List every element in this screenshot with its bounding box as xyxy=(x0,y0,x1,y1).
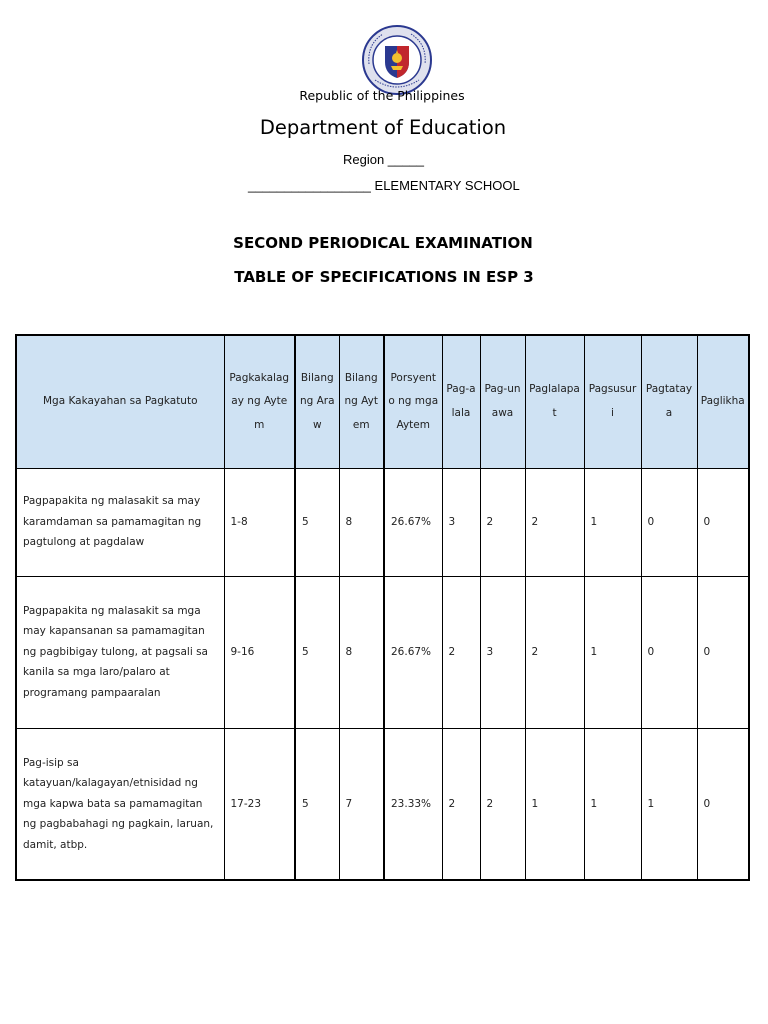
cell-applying: 2 xyxy=(525,468,584,576)
tos-title: TABLE OF SPECIFICATIONS IN ESP 3 xyxy=(234,268,534,286)
exam-title: SECOND PERIODICAL EXAMINATION xyxy=(233,234,533,252)
col-header-creating: Paglikha xyxy=(697,335,749,468)
cell-remembering: 2 xyxy=(442,576,480,728)
col-header-understanding: Pag-unawa xyxy=(480,335,525,468)
deped-seal xyxy=(361,24,433,96)
cell-items: 7 xyxy=(339,728,384,880)
cell-understanding: 2 xyxy=(480,468,525,576)
cell-days: 5 xyxy=(295,728,339,880)
cell-evaluating: 1 xyxy=(641,728,697,880)
table-row xyxy=(16,728,749,880)
col-header-items: Bilang ng Aytem xyxy=(339,335,384,468)
col-header-remembering: Pag-alala xyxy=(442,335,480,468)
col-header-percent: Porsyento ng mga Aytem xyxy=(384,335,442,468)
cell-items: 8 xyxy=(339,576,384,728)
cell-analyzing: 1 xyxy=(584,728,641,880)
department-title: Department of Education xyxy=(259,116,507,139)
republic-label: Republic of the Philippines xyxy=(299,88,465,103)
col-header-days: Bilang ng Araw xyxy=(295,335,339,468)
cell-understanding: 2 xyxy=(480,728,525,880)
table-row xyxy=(16,576,749,728)
cell-remembering: 2 xyxy=(442,728,480,880)
cell-placement: 17-23 xyxy=(224,728,295,880)
col-header-applying: Paglalapat xyxy=(525,335,584,468)
specifications-table xyxy=(15,334,750,881)
cell-creating: 0 xyxy=(697,728,749,880)
cell-days: 5 xyxy=(295,468,339,576)
school-line: _________________ ELEMENTARY SCHOOL xyxy=(248,178,520,193)
col-header-analyzing: Pagsusuri xyxy=(584,335,641,468)
cell-placement: 9-16 xyxy=(224,576,295,728)
table-row xyxy=(16,468,749,576)
cell-competency: Pag-isip sa katayuan/kalagayan/etnisidad ng mga kapwa bata sa pamamagitan ng pagbabahagi ng pagkain, laruan, damit, atbp. xyxy=(16,728,224,880)
cell-days: 5 xyxy=(295,576,339,728)
cell-placement: 1-8 xyxy=(224,468,295,576)
cell-creating: 0 xyxy=(697,576,749,728)
cell-applying: 1 xyxy=(525,728,584,880)
cell-percent: 26.67% xyxy=(384,576,442,728)
col-header-placement: Pagkakalagay ng Aytem xyxy=(224,335,295,468)
deped-seal-icon xyxy=(361,24,433,96)
cell-analyzing: 1 xyxy=(584,576,641,728)
cell-competency: Pagpapakita ng malasakit sa mga may kapansanan sa pamamagitan ng pagbibigay tulong, at pagsali sa kanila sa mga laro/palaro at programang pampaaralan xyxy=(16,576,224,728)
col-header-evaluating: Pagtataya xyxy=(641,335,697,468)
col-header-competency: Mga Kakayahan sa Pagkatuto xyxy=(16,335,224,468)
cell-analyzing: 1 xyxy=(584,468,641,576)
cell-competency: Pagpapakita ng malasakit sa may karamdaman sa pamamagitan ng pagtulong at pagdalaw xyxy=(16,468,224,576)
cell-percent: 26.67% xyxy=(384,468,442,576)
cell-applying: 2 xyxy=(525,576,584,728)
cell-percent: 23.33% xyxy=(384,728,442,880)
cell-evaluating: 0 xyxy=(641,468,697,576)
cell-items: 8 xyxy=(339,468,384,576)
cell-creating: 0 xyxy=(697,468,749,576)
cell-remembering: 3 xyxy=(442,468,480,576)
cell-understanding: 3 xyxy=(480,576,525,728)
region-line: Region _____ xyxy=(343,152,424,167)
table-header-row xyxy=(16,335,749,468)
cell-evaluating: 0 xyxy=(641,576,697,728)
